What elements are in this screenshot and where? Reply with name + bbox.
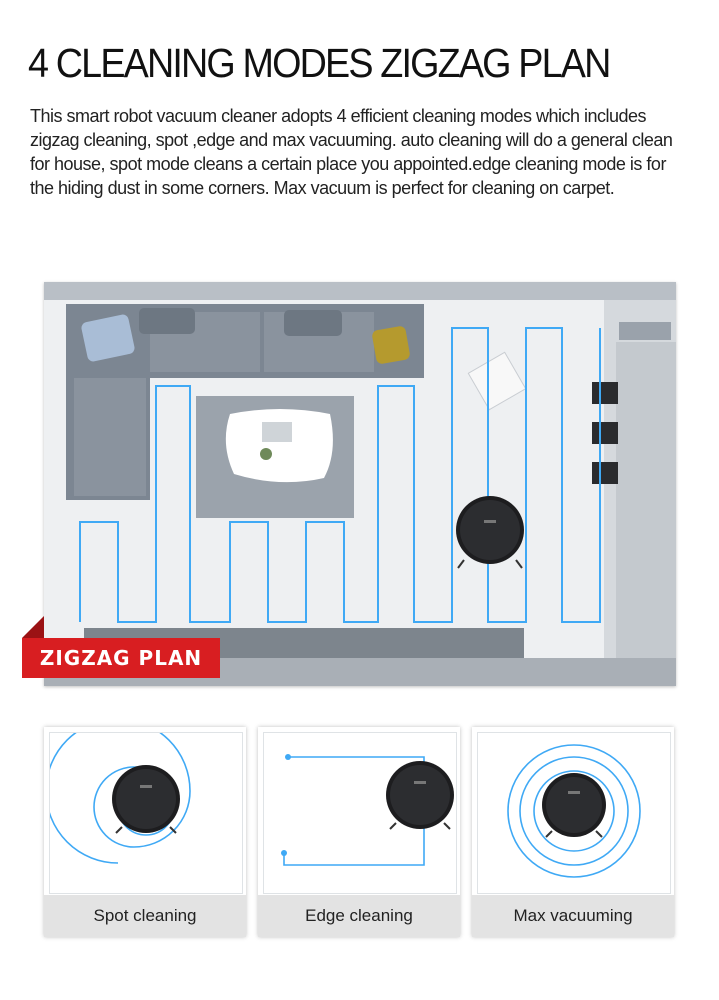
- zigzag-plan-badge: ZIGZAG PLAN: [22, 638, 220, 678]
- mode-label-max: Max vacuuming: [472, 895, 674, 937]
- tag-fold-shadow: [22, 616, 44, 638]
- edge-cleaning-illustration: [263, 732, 457, 894]
- mode-label-edge: Edge cleaning: [258, 895, 460, 937]
- mode-card-spot: [44, 727, 246, 937]
- description-text: This smart robot vacuum cleaner adopts 4 efficient cleaning modes which includes zigzag cleaning, spot ,edge and max vacuuming. auto cleaning will do a general clean for house, spot mode cleans a certain place you appointed.edge cleaning mode is for the hiding dust in some corners. Max vacuum is perfect for cleaning on carpet.: [30, 106, 673, 198]
- page-title: 4 CLEANING MODES ZIGZAG PLAN: [28, 40, 610, 86]
- room-illustration: [44, 282, 676, 686]
- room-scene-image: [44, 282, 676, 686]
- mode-card-edge: [258, 727, 460, 937]
- max-vacuuming-illustration: [477, 732, 671, 894]
- mode-label-spot: Spot cleaning: [44, 895, 246, 937]
- spot-cleaning-illustration: [49, 732, 243, 894]
- mode-card-max: [472, 727, 674, 937]
